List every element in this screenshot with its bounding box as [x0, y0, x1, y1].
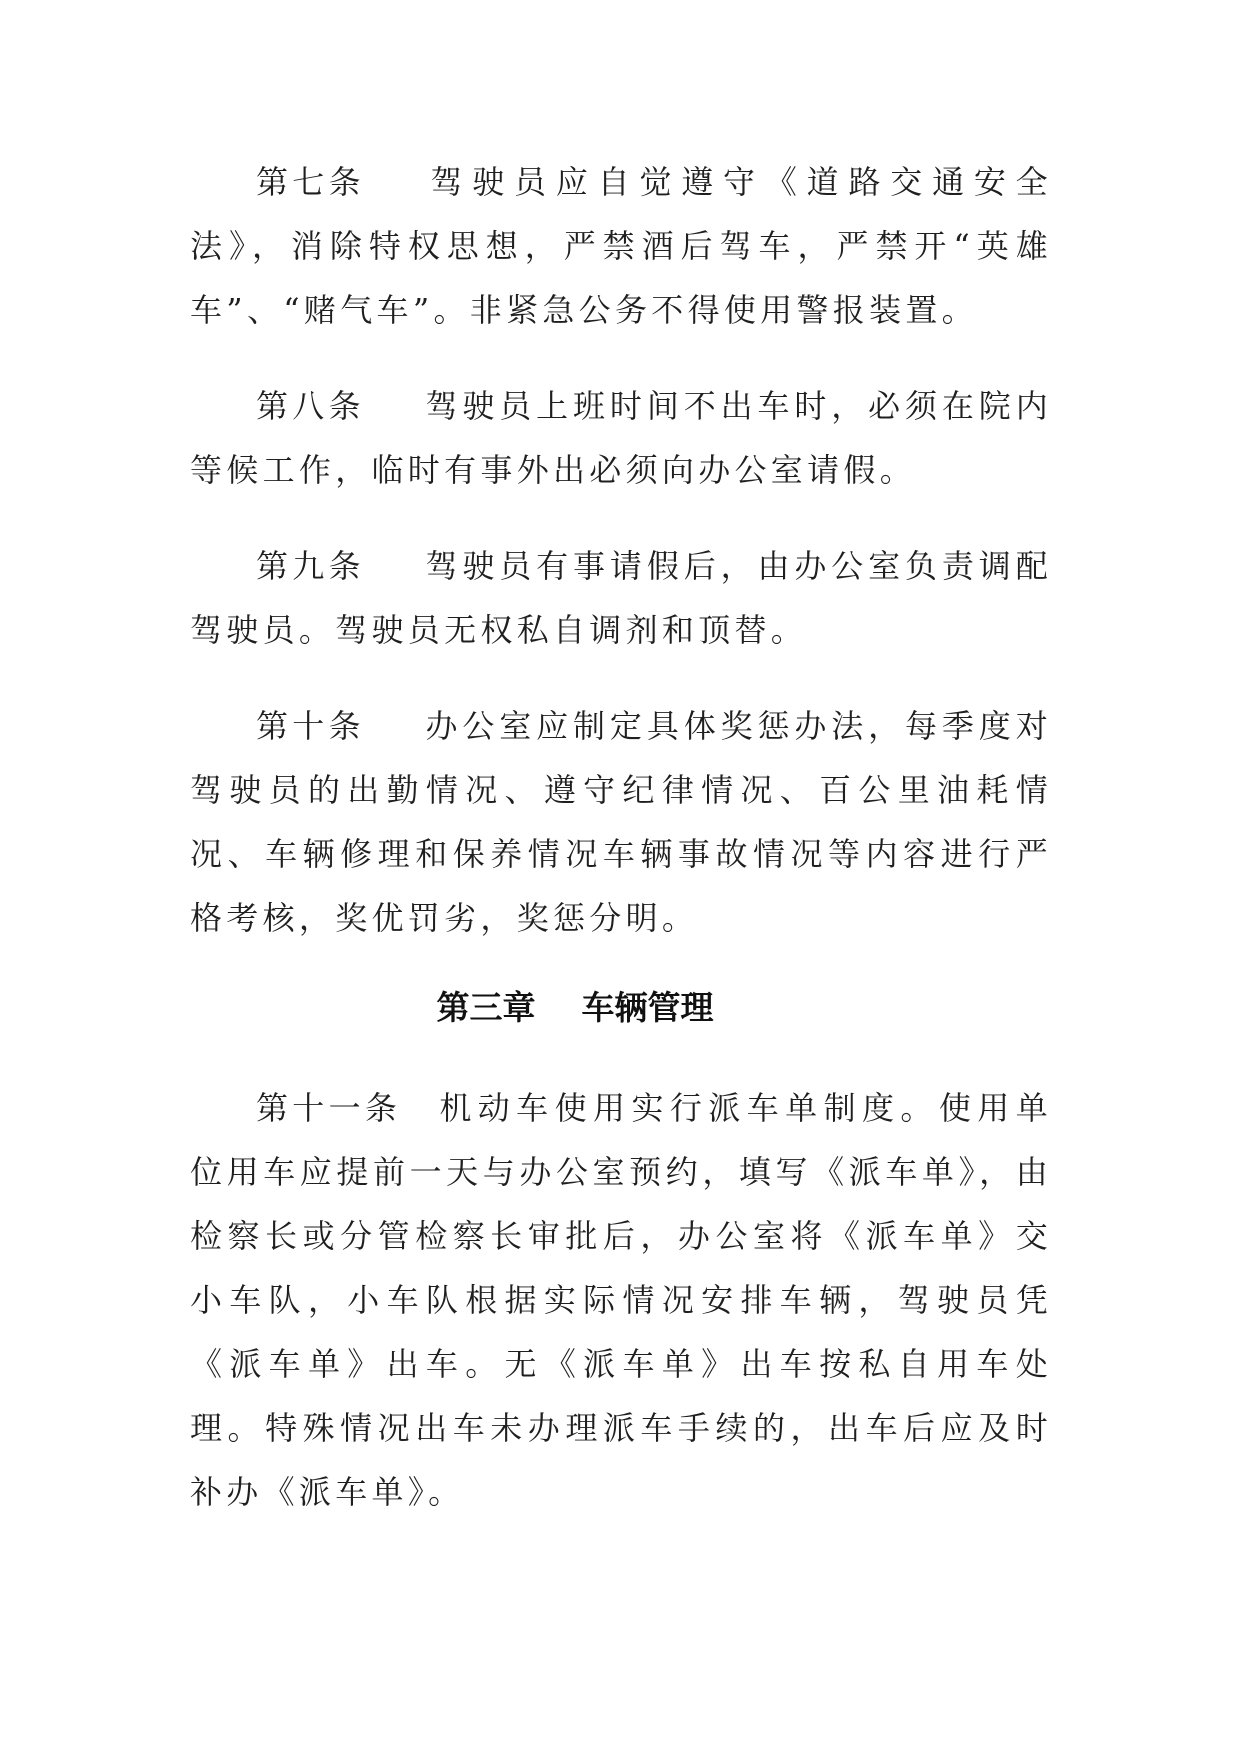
article-paragraph [190, 150, 1052, 342]
article-text: 机动车使用实行派车单制度。使用单位用车应提前一天与办公室预约，填写《派车单》，由检察长或分管检察长审批后，办公室将《派车单》交小车队，小车队根据实际情况安排车辆，驾驶员凭《派车单》出车。无《派车单》出车按私自用车处理。特殊情况出车未办理派车手续的，出车后应及时补办《派车单》。 [190, 1089, 1052, 1511]
chapter-title: 车辆管理 [581, 988, 714, 1027]
article-paragraph [190, 1076, 1052, 1524]
article-text: 驾驶员上班时间不出车时，必须在院内等候工作，临时有事外出必须向办公室请假。 [190, 387, 1052, 489]
article-number: 第九条 [256, 547, 365, 585]
article-number: 第七条 [256, 163, 365, 201]
article-paragraph [190, 534, 1052, 662]
article-text: 驾驶员有事请假后，由办公室负责调配驾驶员。驾驶员无权私自调剂和顶替。 [190, 547, 1052, 649]
article-number: 第十条 [256, 707, 365, 745]
article-paragraph [190, 374, 1052, 502]
article-text: 办公室应制定具体奖惩办法，每季度对驾驶员的出勤情况、遵守纪律情况、百公里油耗情况、车辆修理和保养情况车辆事故情况等内容进行严格考核，奖优罚劣，奖惩分明。 [190, 707, 1052, 937]
article-paragraph [190, 694, 1052, 950]
article-text: 驾驶员应自觉遵守《道路交通安全法》，消除特权思想，严禁酒后驾车，严禁开“英雄车”、“赌气车”。非紧急公务不得使用警报装置。 [190, 163, 1052, 329]
chapter-number: 第三章 [436, 988, 536, 1027]
article-number: 第八条 [256, 387, 365, 425]
article-number: 第十一条 [256, 1089, 402, 1127]
chapter-heading [190, 978, 1052, 1038]
